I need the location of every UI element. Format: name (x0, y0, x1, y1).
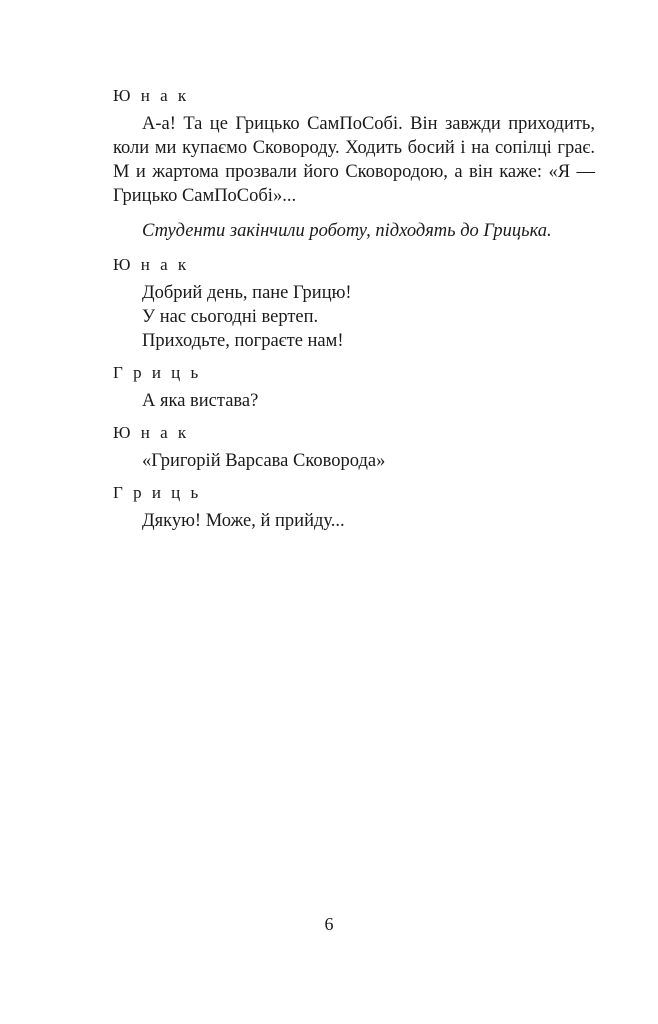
page-number: 6 (324, 914, 334, 934)
speaker-name: Г р и ц ь (113, 363, 202, 382)
speech-text (113, 281, 595, 353)
speech-line: У нас сьогодні вертеп. (142, 307, 319, 327)
stage-direction: Студенти закінчили роботу, підходять до Грицька. (142, 221, 552, 241)
speaker-name: Ю н а к (113, 423, 190, 442)
speech-text (113, 449, 595, 473)
speech-line: А яка вистава? (142, 391, 259, 411)
dialogue-block (113, 361, 595, 413)
speech-text (113, 389, 595, 413)
speaker-name: Ю н а к (113, 255, 190, 274)
speaker-name: Г р и ц ь (113, 483, 202, 502)
speech-line: Добрий день, пане Грицю! (142, 283, 352, 303)
dialogue-block (113, 253, 595, 353)
dialogue-block (113, 481, 595, 533)
page-content (113, 84, 595, 541)
speech-text (113, 509, 595, 533)
speech-line: Приходьте, пограєте нам! (142, 331, 344, 351)
dialogue-block (113, 84, 595, 208)
speech-line: Дякую! Може, й прийду... (142, 511, 345, 531)
speech-text: А-а! Та це Грицько СамПоСобі. Він завжди приходить, коли ми купаємо Сковороду. Ходить босий і на сопілці грає. М и жартома прозвали його Сковородою, а він каже: «Я — Грицько СамПоСобі»... (113, 114, 595, 206)
dialogue-block (113, 421, 595, 473)
speaker-name: Ю н а к (113, 86, 190, 105)
speech-line: «Григорій Варсава Сковорода» (142, 451, 386, 471)
